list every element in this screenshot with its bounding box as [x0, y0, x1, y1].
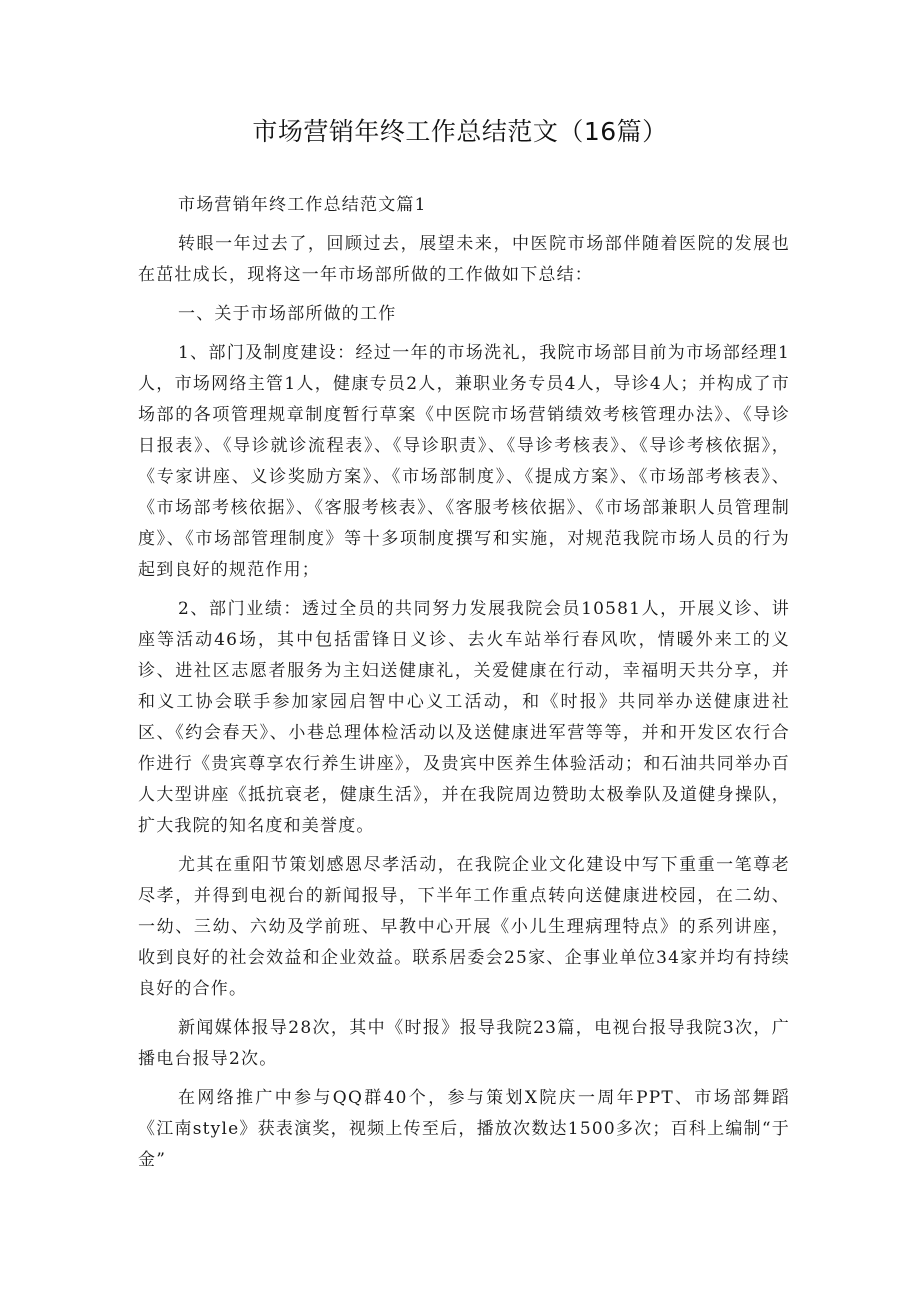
- paragraph: 尤其在重阳节策划感恩尽孝活动，在我院企业文化建设中写下重重一笔尊老尽孝，并得到电视台的新闻报导，下半年工作重点转向送健康进校园，在二幼、一幼、三幼、六幼及学前班、早教中心开展《小儿生理病理特点》的系列讲座，收到良好的社会效益和企业效益。联系居委会25家、企事业单位34家并均有持续良好的合作。: [138, 855, 790, 999]
- subsection-heading: 一、关于市场部所做的工作: [178, 304, 397, 324]
- document-title: 市场营销年终工作总结范文（16篇）: [252, 117, 668, 146]
- paragraph: 在网络推广中参与QQ群40个，参与策划X院庆一周年PPT、市场部舞蹈《江南style》获表演奖，视频上传至后，播放次数达1500多次；百科上编制“于金”: [138, 1088, 790, 1170]
- document-body: [138, 190, 790, 1184]
- paragraph: 1、部门及制度建设：经过一年的市场洗礼，我院市场部目前为市场部经理1人，市场网络主管1人，健康专员2人，兼职业务专员4人，导诊4人；并构成了市场部的各项管理规章制度暂行草案《中医院市场营销绩效考核管理办法》、《导诊日报表》、《导诊就诊流程表》、《导诊职责》、《导诊考核表》、《导诊考核依据》，《专家讲座、义诊奖励方案》、《市场部制度》、《提成方案》、《市场部考核表》、《市场部考核依据》、《客服考核表》、《客服考核依据》、《市场部兼职人员管理制度》、《市场部管理制度》等十多项制度撰写和实施，对规范我院市场人员的行为起到良好的规范作用；: [138, 343, 790, 580]
- section-heading: 市场营销年终工作总结范文篇1: [178, 195, 427, 215]
- paragraph: 2、部门业绩：透过全员的共同努力发展我院会员10581人，开展义诊、讲座等活动46场，其中包括雷锋日义诊、去火车站举行春风吹，情暖外来工的义诊、进社区志愿者服务为主妇送健康礼，关爱健康在行动，幸福明天共分享，并和义工协会联手参加家园启智中心义工活动，和《时报》共同举办送健康进社区、《约会春天》、小巷总理体检活动以及送健康进军营等等，并和开发区农行合作进行《贵宾尊享农行养生讲座》，及贵宾中医养生体验活动；和石油共同举办百人大型讲座《抵抗衰老，健康生活》，并在我院周边赞助太极拳队及道健身操队，扩大我院的知名度和美誉度。: [138, 599, 790, 836]
- paragraph: 新闻媒体报导28次，其中《时报》报导我院23篇，电视台报导我院3次，广播电台报导2次。: [138, 1018, 790, 1069]
- paragraph: 转眼一年过去了，回顾过去，展望未来，中医院市场部伴随着医院的发展也在茁壮成长，现将这一年市场部所做的工作做如下总结：: [138, 234, 790, 285]
